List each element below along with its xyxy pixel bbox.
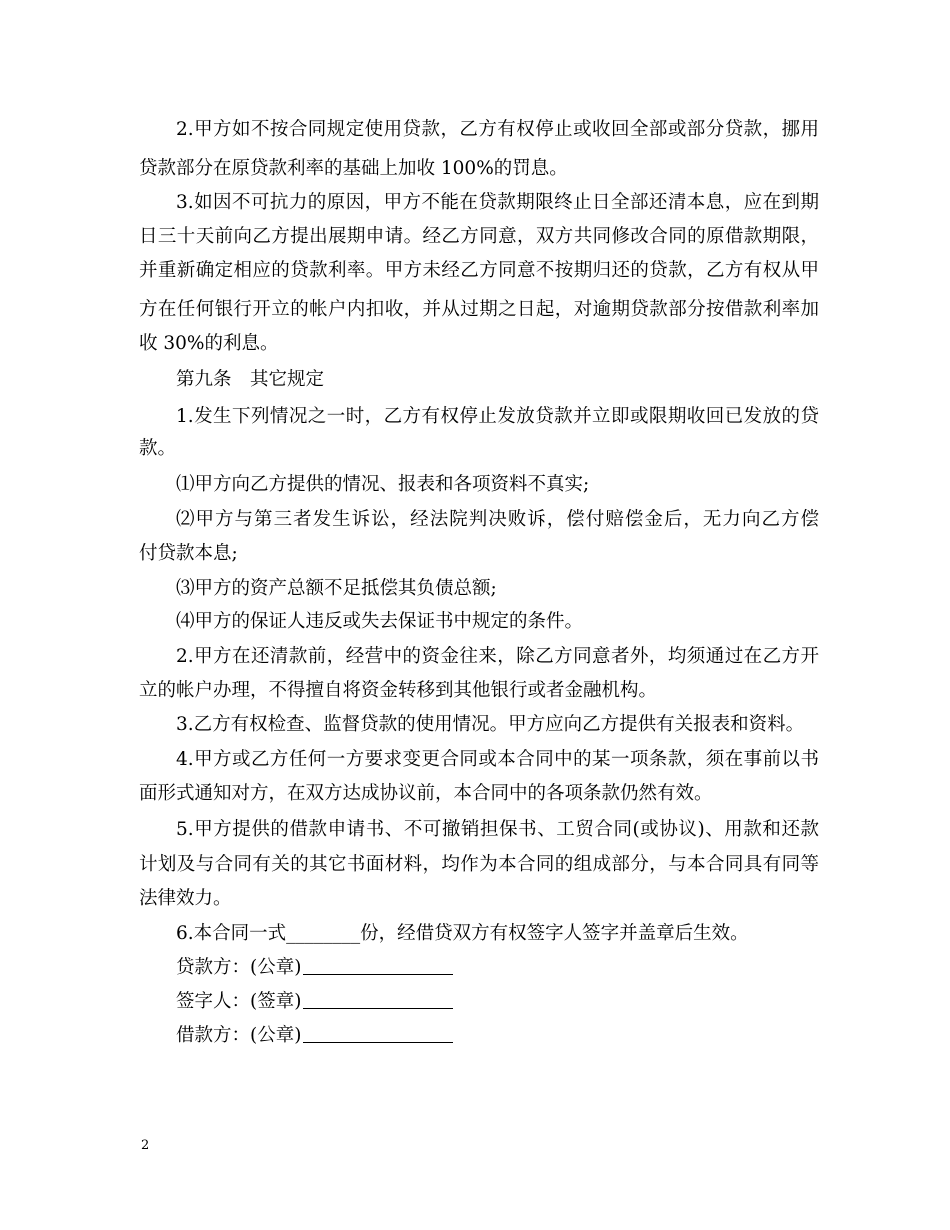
body-line: 1.发生下列情况之一时，乙方有权停止发放贷款并立即或限期收回已发放的贷	[176, 406, 819, 427]
body-line: 计划及与合同有关的其它书面材料，均作为本合同的组成部分，与本合同具有同等	[139, 854, 819, 875]
list-item: ⑶甲方的资产总额不足抵偿其负债总额;	[176, 578, 497, 599]
body-line: 法律效力。	[139, 888, 232, 909]
list-item: ⑵甲方与第三者发生诉讼，经法院判决败诉，偿付赔偿金后，无力向乙方偿	[176, 509, 819, 530]
signature-blank	[303, 1022, 453, 1043]
body-line: 贷款部分在原贷款利率的基础上加收 100%的罚息。	[139, 158, 568, 179]
body-line: 收 30%的利息。	[139, 333, 279, 354]
body-line: 2.甲方在还清款前，经营中的资金往来，除乙方同意者外，均须通过在乙方开	[176, 646, 819, 667]
body-line: 并重新确定相应的贷款利率。甲方未经乙方同意不按期归还的贷款，乙方有权从甲	[139, 260, 819, 281]
section-heading: 第九条 其它规定	[176, 369, 325, 390]
body-line: 4.甲方或乙方任何一方要求变更合同或本合同中的某一项条款，须在事前以书	[176, 749, 819, 770]
signature-blank	[303, 954, 453, 975]
signature-label: 签字人：(签章)	[176, 991, 302, 1012]
body-line: 5.甲方提供的借款申请书、不可撤销担保书、工贸合同(或协议)、用款和还款	[176, 819, 819, 840]
signature-blank	[303, 988, 453, 1009]
body-line: 6.本合同一式________份，经借贷双方有权签字人签字并盖章后生效。	[176, 923, 749, 944]
body-line: 2.甲方如不按合同规定使用贷款，乙方有权停止或收回全部或部分贷款，挪用	[176, 119, 819, 140]
body-line: 付贷款本息;	[139, 543, 238, 564]
list-item: ⑷甲方的保证人违反或失去保证书中规定的条件。	[176, 611, 584, 632]
body-line: 款。	[139, 438, 177, 459]
signature-line-signer	[176, 985, 819, 1019]
body-line: 立的帐户办理，不得擅自将资金转移到其他银行或者金融机构。	[139, 680, 658, 701]
body-line: 面形式通知对方，在双方达成协议前，本合同中的各项条款仍然有效。	[139, 783, 713, 804]
signature-label: 贷款方：(公章)	[176, 957, 302, 978]
signature-line-lender	[176, 951, 819, 985]
body-line: 3.如因不可抗力的原因，甲方不能在贷款期限终止日全部还清本息，应在到期	[176, 192, 819, 213]
body-line: 方在任何银行开立的帐户内扣收，并从过期之日起，对逾期贷款部分按借款利率加	[139, 299, 819, 320]
list-item: ⑴甲方向乙方提供的情况、报表和各项资料不真实;	[176, 474, 590, 495]
signature-label: 借款方：(公章)	[176, 1025, 302, 1046]
body-line: 3.乙方有权检查、监督贷款的使用情况。甲方应向乙方提供有关报表和资料。	[176, 714, 805, 735]
page-number: 2	[141, 1138, 150, 1153]
body-line: 日三十天前向乙方提出展期申请。经乙方同意，双方共同修改合同的原借款期限，	[139, 226, 819, 247]
signature-line-borrower	[176, 1019, 819, 1053]
